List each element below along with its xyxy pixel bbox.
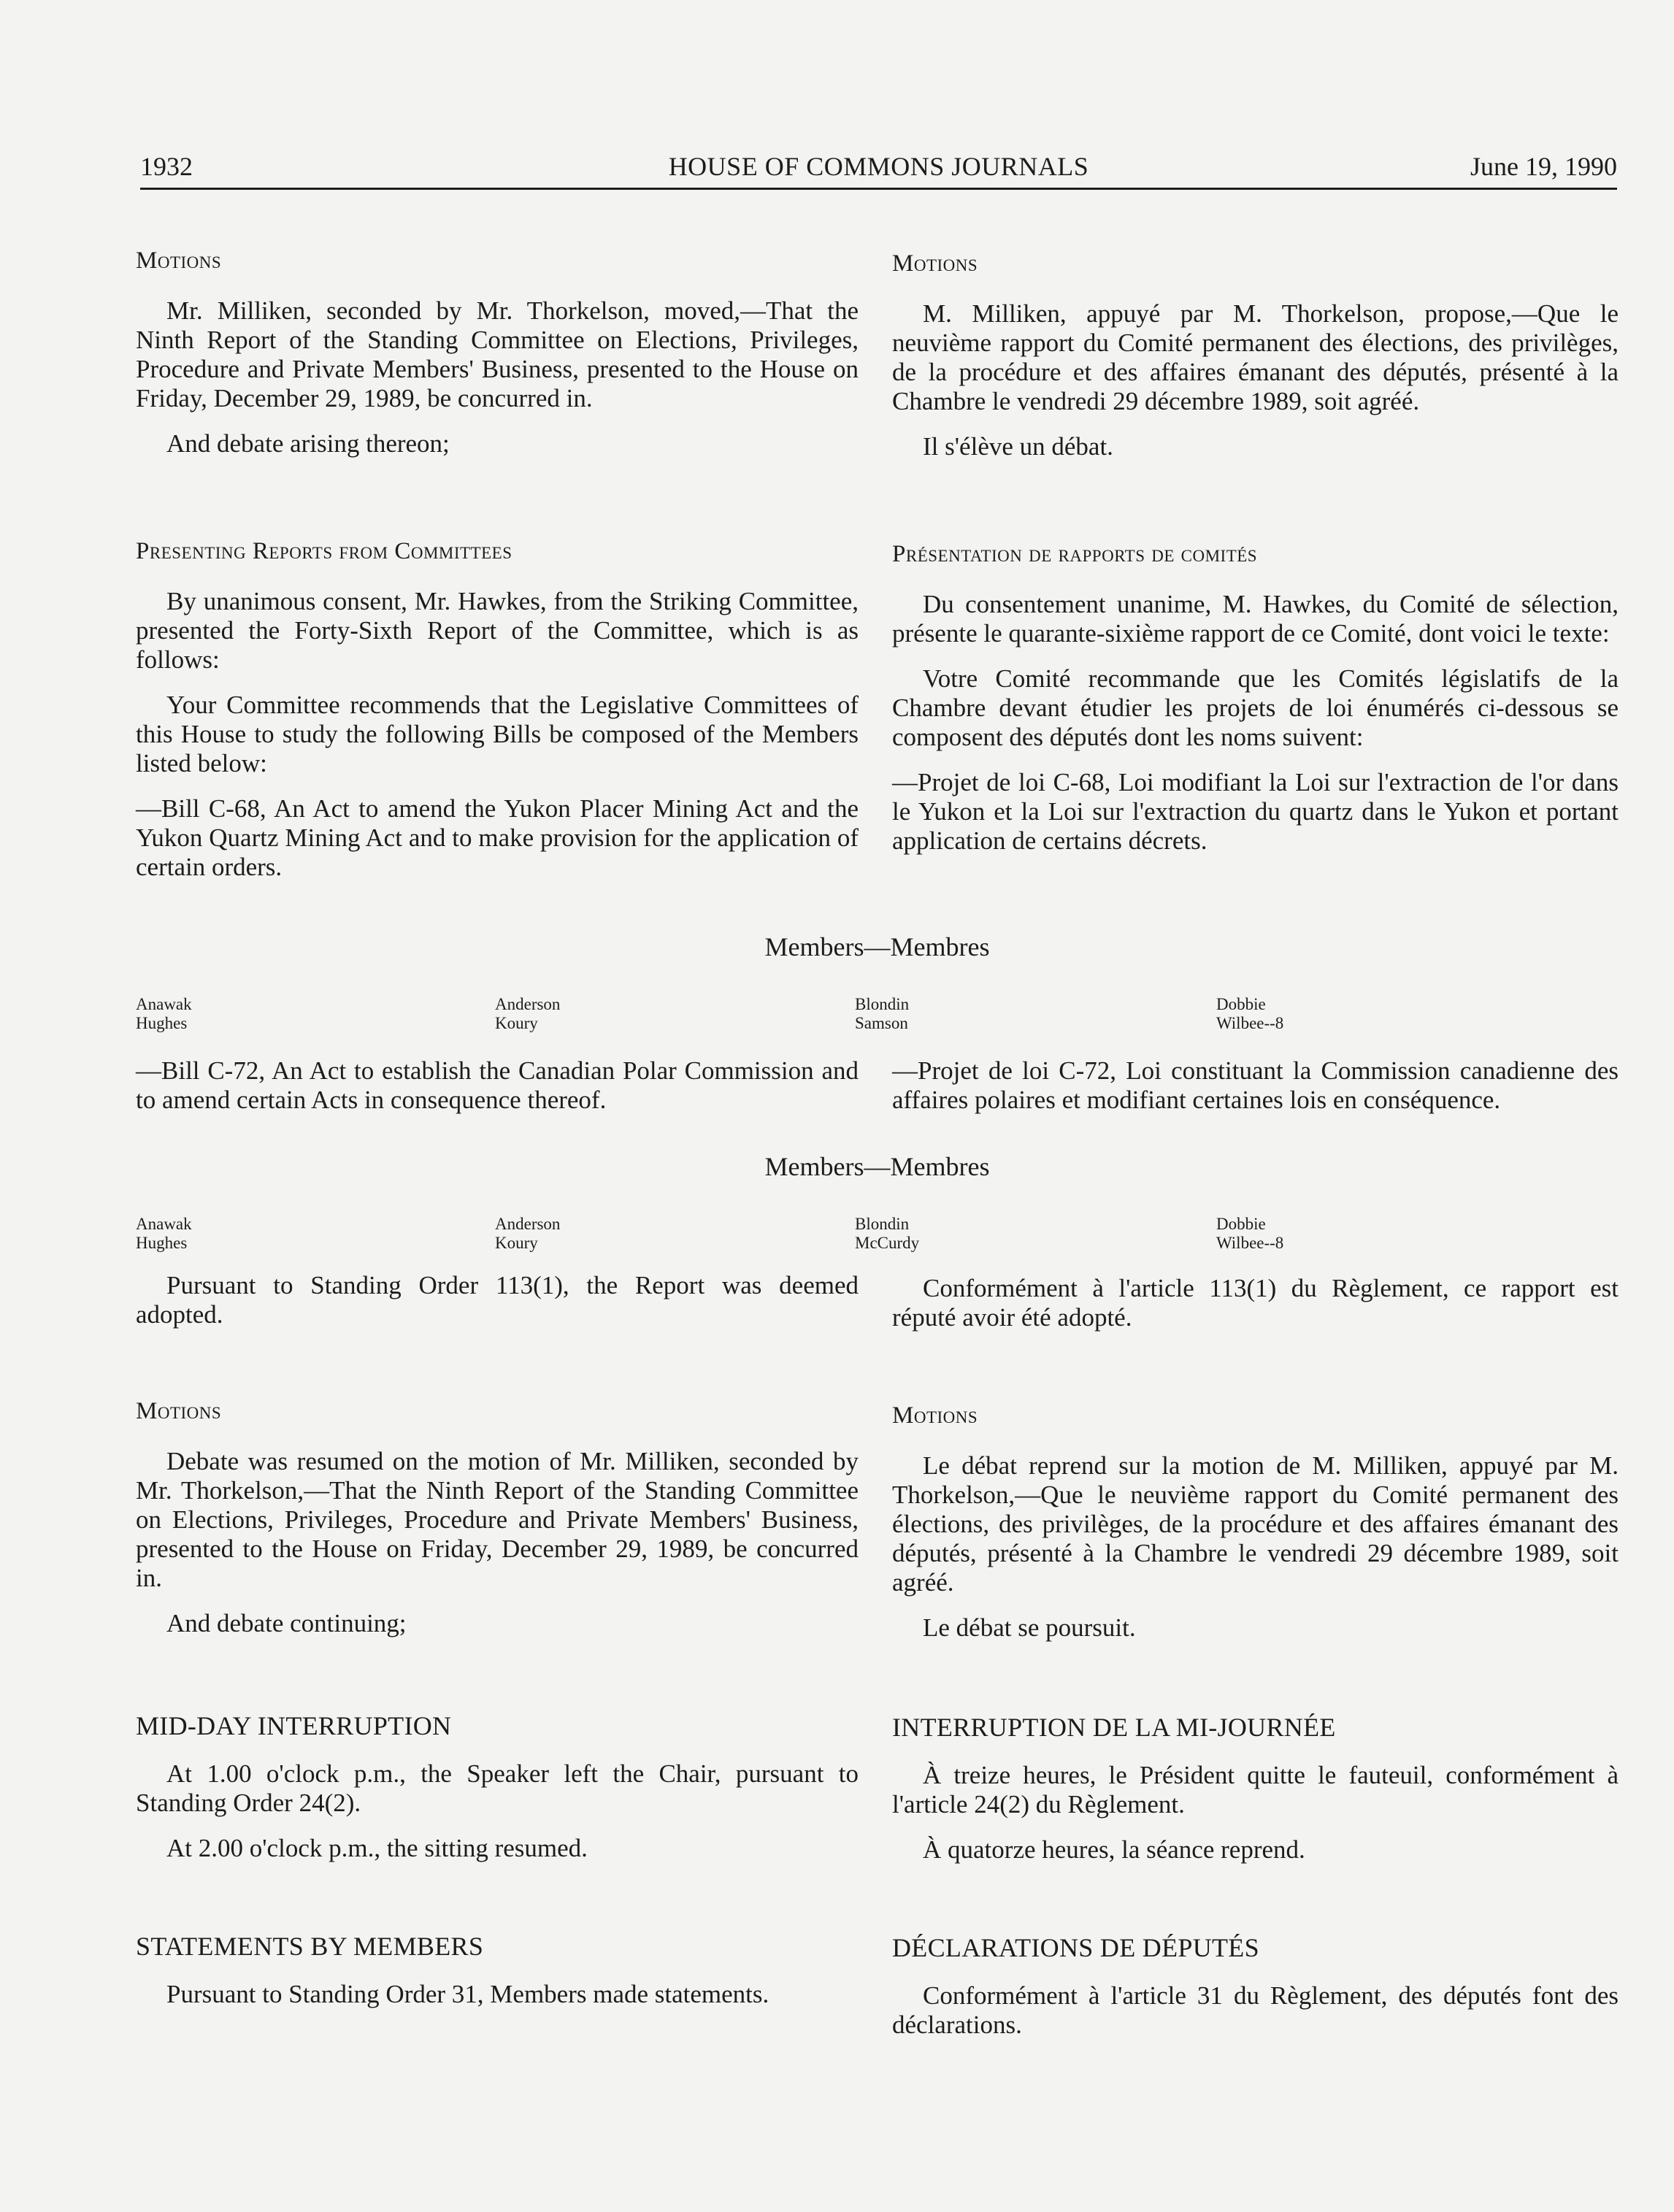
section-heading: STATEMENTS BY MEMBERS — [136, 1932, 484, 1961]
member-name: Koury — [495, 1234, 538, 1252]
bill-c72-paragraph: —Projet de loi C-72, Loi constituant la Commission canadienne des affaires polaires et modifiant certaines lois en conséquence. — [892, 1056, 1619, 1114]
report-paragraph: Du consentement unanime, M. Hawkes, du Comité de sélection, présente le quarante-sixième rapport de ce Comité, dont voici le texte: — [892, 590, 1619, 648]
member-name: Samson — [855, 1014, 908, 1032]
bill-c72-paragraph: —Bill C-72, An Act to establish the Canadian Polar Commission and to amend certain Acts in consequence thereof. — [136, 1056, 859, 1114]
interruption-paragraph: At 1.00 o'clock p.m., the Speaker left the Chair, pursuant to Standing Order 24(2). — [136, 1759, 859, 1817]
adopted-en — [136, 1271, 859, 1329]
section-heading: Motions — [892, 1402, 978, 1429]
adopted-paragraph: Conformément à l'article 113(1) du Règlement, ce rapport est réputé avoir été adopté. — [892, 1274, 1619, 1332]
motions-resumed-fr — [892, 1402, 1619, 1643]
midday-section-en — [136, 1711, 859, 1863]
member-name: Hughes — [136, 1014, 188, 1032]
member-name: Koury — [495, 1014, 538, 1032]
bill-c68-paragraph: —Bill C-68, An Act to amend the Yukon Placer Mining Act and the Yukon Quartz Mining Act and to make provision for the application of certain orders. — [136, 794, 859, 881]
section-heading: INTERRUPTION DE LA MI-JOURNÉE — [892, 1713, 1336, 1742]
reports-section-en — [136, 537, 859, 882]
member-name: Hughes — [136, 1234, 188, 1252]
member-name: Anawak — [136, 995, 192, 1013]
report-paragraph: By unanimous consent, Mr. Hawkes, from the Striking Committee, presented the Forty-Sixth Report of the Committee, which is as follows: — [136, 587, 859, 674]
section-heading: MID-DAY INTERRUPTION — [136, 1711, 452, 1740]
reports-section-fr — [892, 540, 1619, 856]
motions-section-fr — [892, 250, 1619, 461]
recommendation-paragraph: Votre Comité recommande que les Comités législatifs de la Chambre devant étudier les projets de loi énumérés ci-dessous se composent des députés dont les noms suivent: — [892, 664, 1619, 751]
recommendation-paragraph: Your Committee recommends that the Legislative Committees of this House to study the following Bills be composed of the Members listed below: — [136, 691, 859, 777]
member-name: Blondin — [855, 1215, 910, 1233]
motions-resumed-en — [136, 1397, 859, 1638]
debate-paragraph: And debate arising thereon; — [166, 429, 450, 458]
interruption-paragraph: À treize heures, le Président quitte le fauteuil, conformément à l'article 24(2) du Règlement. — [892, 1761, 1619, 1819]
member-name: Dobbie — [1216, 995, 1266, 1013]
journal-date: June 19, 1990 — [1470, 152, 1617, 181]
section-heading: Presenting Reports from Committees — [136, 538, 512, 564]
section-heading: Présentation de rapports de comités — [892, 541, 1258, 567]
debate-paragraph: Le débat se poursuit. — [923, 1613, 1136, 1642]
member-name: Dobbie — [1216, 1215, 1266, 1233]
bill-c72-fr — [892, 1056, 1619, 1115]
member-name: Anawak — [136, 1215, 192, 1233]
motion-paragraph: Mr. Milliken, seconded by Mr. Thorkelson, moved,—That the Ninth Report of the Standing Committee on Elections, Privileges, Procedure and Private Members' Business, presented to the House on Friday, December 29, 1989, be concurred in. — [136, 296, 859, 412]
adopted-paragraph: Pursuant to Standing Order 113(1), the Report was deemed adopted. — [136, 1271, 859, 1329]
member-name: Wilbee--8 — [1216, 1014, 1284, 1032]
resumed-paragraph: At 2.00 o'clock p.m., the sitting resumed. — [166, 1834, 588, 1862]
resumed-paragraph: À quatorze heures, la séance reprend. — [923, 1835, 1305, 1864]
bill-c68-paragraph: —Projet de loi C-68, Loi modifiant la Loi sur l'extraction de l'or dans le Yukon et la Loi sur l'extraction du quartz dans le Yukon et portant application de certains décrets. — [892, 768, 1619, 855]
debate-paragraph: Il s'élève un débat. — [923, 432, 1113, 461]
section-heading: Motions — [136, 247, 222, 274]
section-heading: DÉCLARATIONS DE DÉPUTÉS — [892, 1933, 1259, 1962]
midday-section-fr — [892, 1713, 1619, 1865]
members-title: Members—Membres — [764, 1152, 990, 1181]
members-list — [136, 995, 1619, 1036]
page-number: 1932 — [140, 152, 193, 181]
journal-title: HOUSE OF COMMONS JOURNALS — [668, 152, 1089, 181]
statements-section-fr — [892, 1933, 1619, 2040]
members-title: Members—Membres — [764, 932, 990, 961]
statements-paragraph: Pursuant to Standing Order 31, Members made statements. — [166, 1980, 769, 2008]
adopted-fr — [892, 1274, 1619, 1332]
section-heading: Motions — [136, 1398, 222, 1424]
member-name: Wilbee--8 — [1216, 1234, 1284, 1252]
motion-paragraph: Debate was resumed on the motion of Mr. Milliken, seconded by Mr. Thorkelson,—That the Ninth Report of the Standing Committee on Elections, Privileges, Procedure and Private Members' Business, presented to the House on Friday, December 29, 1989, be concurred in. — [136, 1447, 859, 1592]
member-name: Blondin — [855, 995, 910, 1013]
page-header — [140, 150, 1617, 190]
member-name: Anderson — [495, 1215, 561, 1233]
motions-section-en — [136, 247, 859, 458]
member-name: Anderson — [495, 995, 561, 1013]
motion-paragraph: M. Milliken, appuyé par M. Thorkelson, propose,—Que le neuvième rapport du Comité permanent des élections, des privilèges, de la procédure et des affaires émanant des députés, présenté à la Chambre le vendredi 29 décembre 1989, soit agréé. — [892, 299, 1619, 415]
statements-paragraph: Conformément à l'article 31 du Règlement, des députés font des déclarations. — [892, 1981, 1619, 2039]
section-heading: Motions — [892, 250, 978, 277]
bill-c72-en — [136, 1056, 859, 1115]
debate-paragraph: And debate continuing; — [166, 1609, 407, 1637]
member-name: McCurdy — [855, 1234, 920, 1252]
members-list — [136, 1215, 1619, 1256]
statements-section-en — [136, 1932, 859, 2009]
motion-paragraph: Le débat reprend sur la motion de M. Milliken, appuyé par M. Thorkelson,—Que le neuvième rapport du Comité permanent des élections, des privilèges, de la procédure et des affaires émanant des députés, présenté à la Chambre le vendredi 29 décembre 1989, soit agréé. — [892, 1451, 1619, 1597]
